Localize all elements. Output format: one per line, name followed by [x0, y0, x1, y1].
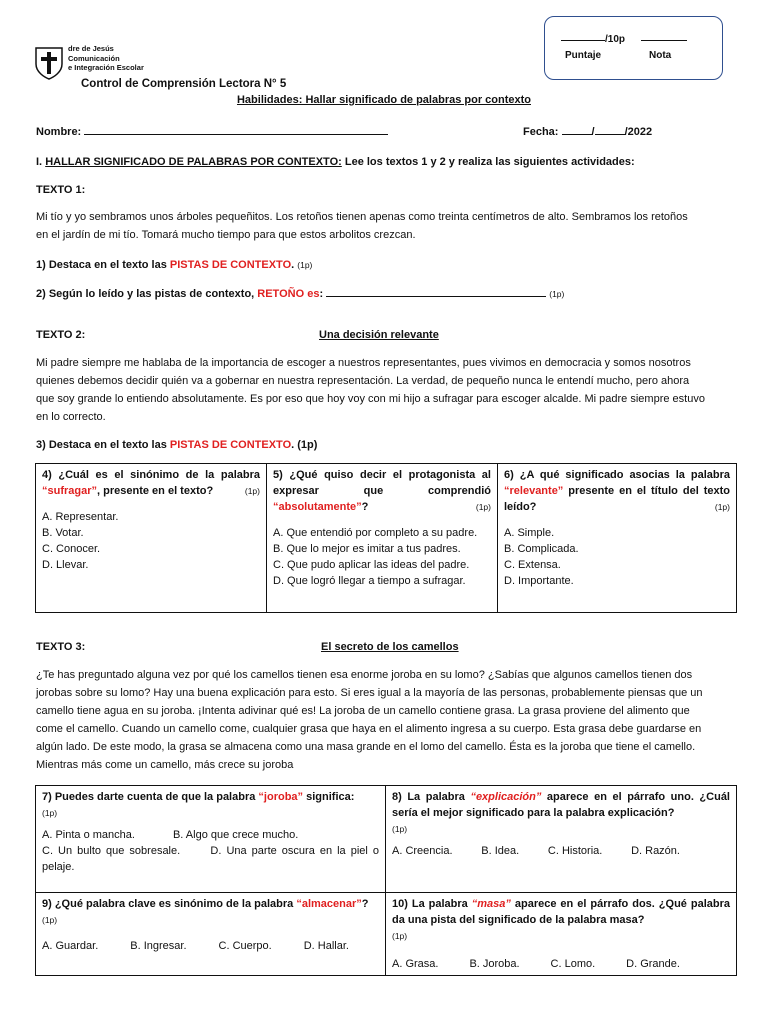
question-9-highlight: “almacenar”	[296, 898, 362, 910]
date-day-field[interactable]	[562, 124, 592, 135]
skills-heading: Habilidades: Hallar significado de palabras por contexto	[236, 94, 531, 106]
texto2-line: que soy grande lo entiendo absolutamente. Es por eso que hoy voy con mi hijo a sufragar para escoger alcalde. Mi padre siempre estuvo	[36, 393, 705, 405]
points-value: /10p	[605, 34, 626, 45]
texto3-line: jorobas sobre su lomo? Hay una buena explicación para esto. Si eres igual a la mayoría de las personas, probablemente piensas que un	[36, 687, 703, 699]
option[interactable]: D. Que logró llegar a tiempo a sufragar.	[273, 575, 466, 587]
option[interactable]: A. Que entendió por completo a su padre.	[273, 527, 478, 539]
option[interactable]: D. Una parte oscura en la piel o pelaje.	[42, 845, 379, 873]
school-line-1: dre de Jesús	[68, 44, 114, 53]
texto3-line: algún lado. De este modo, la grasa se almacena como una masa grande en el lomo del camello. Ésta es la joroba que tiene el camello.	[36, 741, 696, 753]
question-2-colon: :	[319, 288, 324, 300]
question-7-text: 7) Puedes darte cuenta de que la palabra	[42, 791, 256, 803]
question-4-highlight: “sufragar”	[42, 485, 98, 497]
question-8-points: (1p)	[392, 824, 408, 834]
question-7-points: (1p)	[42, 808, 58, 818]
page-title: Control de Comprensión Lectora N° 5	[81, 78, 287, 90]
texto2-title: Una decisión relevante	[319, 329, 439, 341]
score-box	[544, 16, 723, 80]
name-field[interactable]	[84, 124, 388, 135]
texto1-line: en el jardín de mi tío. Tomará mucho tiempo para que estos arbolitos crezcan.	[36, 229, 416, 241]
school-crest-icon	[34, 46, 64, 80]
question-6-end: presente en el título del texto leído?	[504, 485, 730, 513]
points-blank[interactable]	[561, 30, 605, 41]
texto2-label: TEXTO 2:	[36, 329, 86, 341]
questions-table-1	[35, 463, 737, 613]
option[interactable]: A. Representar.	[42, 511, 119, 523]
option[interactable]: A. Simple.	[504, 527, 555, 539]
option[interactable]: D. Llevar.	[42, 559, 89, 571]
question-9-points: (1p)	[42, 915, 58, 925]
option[interactable]: A. Pinta o mancha.	[42, 829, 135, 841]
question-8-end: aparece en el párrafo uno. ¿Cuál sería el mejor significado para la palabra explicación?	[392, 791, 730, 819]
question-8-cell	[386, 786, 737, 893]
texto3-line: ¿Te has preguntado alguna vez por qué los camellos tienen esa enorme joroba en su lomo? ¿Sabías que algunos camellos tienen dos	[36, 669, 693, 681]
question-8-prompt	[392, 789, 730, 837]
question-8-highlight: “explicación”	[470, 791, 542, 803]
instruction	[36, 156, 635, 168]
question-4-cell	[36, 464, 267, 613]
option[interactable]: C. Un bulto que sobresale.	[42, 845, 181, 857]
date-row: Fecha: / /2022	[523, 126, 653, 138]
question-2-points: (1p)	[549, 289, 565, 299]
question-7-highlight: “joroba”	[258, 791, 304, 803]
texto3-line: Mientras más come un camello, más crece su joroba	[36, 759, 294, 771]
option[interactable]: B. Joroba.	[469, 958, 520, 970]
question-2	[36, 286, 564, 300]
question-2-answer-field[interactable]	[326, 286, 546, 297]
question-1	[36, 259, 312, 271]
question-3-highlight: PISTAS DE CONTEXTO	[169, 439, 292, 451]
date-label: Fecha:	[523, 126, 559, 138]
school-line-3: e Integración Escolar	[68, 63, 144, 72]
question-6-highlight: “relevante”	[504, 485, 564, 497]
name-label: Nombre:	[36, 126, 82, 138]
option[interactable]: D. Razón.	[631, 845, 680, 857]
question-7-cell	[36, 786, 386, 893]
texto2-paragraph	[36, 354, 736, 426]
option[interactable]: C. Historia.	[547, 845, 603, 857]
instruction-underlined: HALLAR SIGNIFICADO DE PALABRAS POR CONTEXTO:	[45, 156, 342, 168]
date-month-field[interactable]	[595, 124, 625, 135]
question-10-prompt	[392, 896, 730, 944]
question-10-points: (1p)	[392, 931, 408, 941]
option[interactable]: B. Complicada.	[504, 543, 579, 555]
question-8-text: 8) La palabra	[392, 791, 465, 803]
option[interactable]: C. Extensa.	[504, 559, 561, 571]
question-10-end: aparece en el párrafo dos. ¿Qué palabra da una pista del significado de la palabra masa?	[392, 898, 730, 926]
question-9-end: ?	[361, 898, 369, 910]
texto1-paragraph	[36, 208, 736, 244]
question-4-prompt	[42, 467, 260, 499]
option[interactable]: A. Guardar.	[42, 940, 99, 952]
question-9-prompt	[42, 896, 379, 928]
texto3-paragraph	[36, 666, 736, 774]
school-line-2: Comunicación	[68, 53, 120, 63]
instruction-rest: Lee los textos 1 y 2 y realiza las siguientes actividades:	[344, 156, 635, 168]
option[interactable]: B. Algo que crece mucho.	[172, 829, 299, 841]
questions-table-2	[35, 785, 737, 976]
option[interactable]: D. Hallar.	[303, 940, 349, 952]
question-9-text: 9) ¿Qué palabra clave es sinónimo de la palabra	[42, 898, 294, 910]
name-row	[36, 124, 388, 138]
grade-label: Nota	[649, 50, 672, 61]
option[interactable]: D. Grande.	[626, 958, 680, 970]
texto1-line: Mi tío y yo sembramos unos árboles pequeñitos. Los retoños tienen apenas como treinta centímetros de alto. Sembramos los retoños	[36, 211, 688, 223]
texto3-line: camello tiene agua en su joroba. ¡Intenta adivinar qué es! La joroba de un camello contiene grasa. La grasa proviene del alimento que	[36, 705, 690, 717]
question-2-highlight: RETOÑO es	[257, 288, 320, 300]
question-4-end: , presente en el texto?	[97, 485, 214, 497]
question-7-end: significa:	[306, 791, 355, 803]
question-1-end: .	[291, 259, 295, 271]
question-5-prompt	[273, 467, 491, 515]
question-5-end: ?	[361, 501, 369, 513]
question-5-points: (1p)	[475, 502, 491, 512]
option[interactable]: D. Importante.	[504, 575, 574, 587]
option[interactable]: B. Idea.	[481, 845, 520, 857]
question-5-text: 5) ¿Qué quiso decir el protagonista al expresar que comprendió	[273, 469, 491, 497]
texto2-line: Mi padre siempre me hablaba de la importancia de escoger a nuestros representantes, pues vivimos en democracia y somos nosotros	[36, 357, 691, 369]
option[interactable]: A. Grasa.	[392, 958, 439, 970]
question-2-text: 2) Según lo leído y las pistas de contexto,	[36, 288, 255, 300]
question-5-cell	[267, 464, 498, 613]
question-4-text: 4) ¿Cuál es el sinónimo de la palabra	[42, 469, 260, 481]
texto2-line: quienes debemos decidir quién va a gobernar en nuestra representación. La verdad, de pequeño nunca le entendí mucho, pero ahora	[36, 375, 690, 387]
option[interactable]: C. Cuerpo.	[218, 940, 272, 952]
option[interactable]: B. Ingresar.	[130, 940, 187, 952]
date-year: /2022	[624, 126, 653, 138]
question-6-cell	[498, 464, 737, 613]
question-6-points: (1p)	[714, 502, 730, 512]
grade-blank[interactable]	[641, 30, 687, 41]
texto1-label: TEXTO 1:	[36, 184, 86, 196]
instruction-prefix: I.	[36, 156, 43, 168]
option[interactable]: C. Conocer.	[42, 543, 101, 555]
question-6-text: 6) ¿A qué significado asocias la palabra	[504, 469, 730, 481]
question-1-points: (1p)	[297, 260, 313, 270]
texto2-line: en lo correcto.	[36, 411, 106, 423]
option[interactable]: A. Creencia.	[392, 845, 453, 857]
option[interactable]: B. Que lo mejor es imitar a tus padres.	[273, 543, 461, 555]
question-5-highlight: “absolutamente”	[273, 501, 362, 513]
question-1-highlight: PISTAS DE CONTEXTO	[169, 259, 292, 271]
question-10-cell	[386, 893, 737, 976]
question-6-prompt	[504, 467, 730, 515]
option[interactable]: B. Votar.	[42, 527, 84, 539]
option[interactable]: C. Lomo.	[550, 958, 596, 970]
question-3	[36, 439, 317, 451]
question-1-text: 1) Destaca en el texto las	[36, 259, 167, 271]
texto3-title: El secreto de los camellos	[321, 641, 459, 653]
question-3-end: . (1p)	[291, 439, 318, 451]
question-7-prompt	[42, 789, 379, 821]
points-label: Puntaje	[565, 50, 602, 61]
question-3-text: 3) Destaca en el texto las	[36, 439, 167, 451]
question-10-highlight: “masa”	[471, 898, 511, 910]
texto3-line: come el camello. Cuando un camello come, cualquier grasa que haya en el alimento ingresa a su cuerpo. Esta grasa debe guardarse en	[36, 723, 702, 735]
question-9-cell	[36, 893, 386, 976]
texto3-label: TEXTO 3:	[36, 641, 86, 653]
question-4-points: (1p)	[244, 486, 260, 496]
question-10-text: 10) La palabra	[392, 898, 468, 910]
option[interactable]: C. Que pudo aplicar las ideas del padre.	[273, 559, 470, 571]
